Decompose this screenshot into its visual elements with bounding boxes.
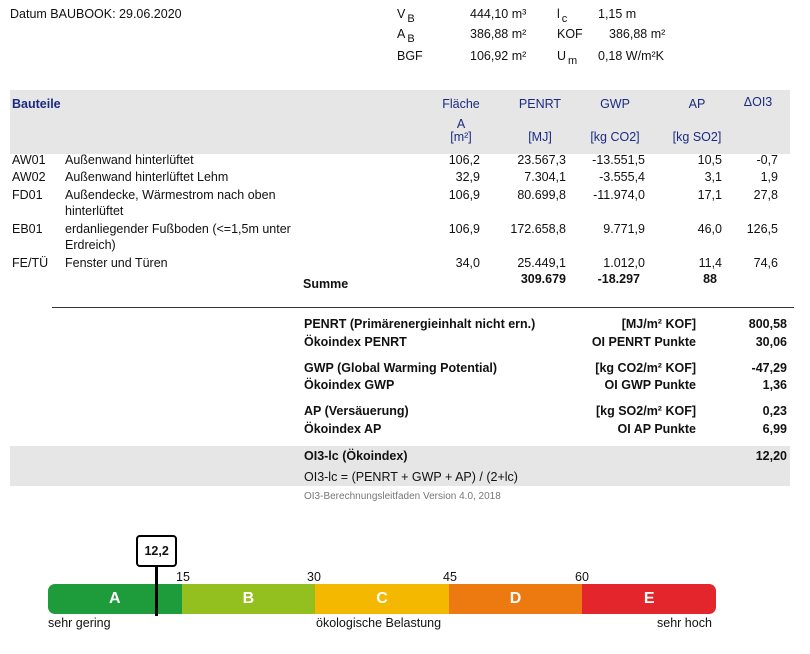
col-ap: AP (688, 97, 706, 111)
row-delta-oi3: 126,5 (746, 222, 778, 236)
bgf-label: BGF (397, 49, 423, 63)
class-b-segment: B (182, 584, 316, 614)
row-gwp: -11.974,0 (593, 188, 645, 202)
class-d-segment: D (449, 584, 583, 614)
row-flaeche: 106,9 (448, 188, 480, 202)
row-ap: 11,4 (698, 256, 722, 270)
ap-unit: [kg SO2/m² KOF] (595, 404, 696, 418)
row-code: AW01 (12, 153, 46, 167)
tick-label: 30 (307, 570, 321, 584)
oi3-source: OI3-Berechnungsleitfaden Version 4.0, 2018 (304, 491, 501, 502)
vb-value: 444,10 m³ (470, 7, 527, 21)
ap-value: 0,23 (762, 404, 787, 418)
bgf-value: 106,92 m² (470, 49, 527, 63)
row-ap: 17,1 (697, 188, 722, 202)
divider (52, 307, 794, 308)
unit-penrt: [MJ] (528, 130, 552, 144)
unit-ap: [kg SO2] (672, 130, 722, 144)
row-name: Außenwand hinterlüftet Lehm (65, 170, 229, 184)
row-code: AW02 (12, 170, 46, 184)
row-flaeche: 34,0 (455, 256, 480, 270)
penrt-value: 800,58 (748, 317, 787, 331)
unit-flaeche-a: A (456, 117, 466, 131)
row-penrt: 172.658,8 (510, 222, 566, 236)
col-gwp: GWP (600, 97, 630, 111)
class-a-segment: A (48, 584, 182, 614)
scale-middle-label: ökologische Belastung (316, 616, 442, 630)
tick-label: 60 (575, 570, 589, 584)
row-ap: 10,5 (697, 153, 722, 167)
summe-gwp: -18.297 (597, 272, 640, 286)
row-ap: 3,1 (704, 170, 722, 184)
datum-label: Datum BAUBOOK: 29.06.2020 (10, 7, 182, 21)
row-name-line2: Erdreich) (65, 238, 116, 252)
ap-label: AP (Versäuerung) (304, 404, 409, 418)
tick-label: 15 (176, 570, 190, 584)
row-penrt: 25.449,1 (517, 256, 566, 270)
col-penrt: PENRT (518, 97, 562, 111)
um-label: U $_m$ (557, 49, 578, 67)
row-flaeche: 106,9 (448, 222, 480, 236)
lc-value: 1,15 m (598, 7, 637, 21)
oi-ap-label: Ökoindex AP (304, 422, 382, 436)
gwp-unit: [kg CO2/m² KOF] (595, 361, 696, 375)
oi-gwp-value: 1,36 (762, 378, 787, 392)
row-delta-oi3: 74,6 (753, 256, 778, 270)
oi3-label: OI3-lc (Ökoindex) (304, 449, 408, 463)
penrt-label: PENRT (Primärenergieinhalt nicht ern.) (304, 317, 536, 331)
row-penrt: 23.567,3 (517, 153, 566, 167)
scale-left-label: sehr gering (48, 616, 111, 630)
unit-flaeche: [m²] (450, 130, 472, 144)
row-flaeche: 106,2 (448, 153, 480, 167)
gwp-value: -47,29 (751, 361, 787, 375)
tick-label: 45 (443, 570, 457, 584)
row-name: erdanliegender Fußboden (<=1,5m unter (65, 222, 291, 236)
summe-label: Summe (303, 277, 349, 291)
value-marker-line (155, 566, 158, 616)
summe-ap: 88 (703, 272, 717, 286)
row-delta-oi3: 1,9 (760, 170, 778, 184)
oi3-value: 12,20 (755, 449, 787, 463)
row-code: FE/TÜ (12, 256, 49, 270)
oi-ap-value: 6,99 (762, 422, 787, 436)
table-title: Bauteile (12, 97, 61, 111)
value-marker: 12,2 (136, 535, 177, 567)
row-name: Außenwand hinterlüftet (65, 153, 194, 167)
kof-value: 386,88 m² (609, 27, 666, 41)
kof-label: KOF (557, 27, 583, 41)
oi-penrt-value: 30,06 (755, 335, 787, 349)
row-name: Außendecke, Wärmestrom nach oben (65, 188, 276, 202)
row-penrt: 7.304,1 (524, 170, 566, 184)
oi-penrt-unit: OI PENRT Punkte (591, 335, 696, 349)
oi3-scale-bar (48, 584, 716, 614)
oi3-formula: OI3-lc = (PENRT + GWP + AP) / (2+lc) (304, 470, 518, 484)
lc-label: l $_c$ (557, 7, 568, 25)
row-delta-oi3: 27,8 (753, 188, 778, 202)
row-gwp: 9.771,9 (603, 222, 645, 236)
row-name-line2: hinterlüftet (65, 204, 124, 218)
row-penrt: 80.699,8 (517, 188, 566, 202)
penrt-unit: [MJ/m² KOF] (621, 317, 696, 331)
row-ap: 46,0 (697, 222, 722, 236)
ab-value: 386,88 m² (470, 27, 527, 41)
oi-ap-unit: OI AP Punkte (617, 422, 696, 436)
scale-right-label: sehr hoch (657, 616, 712, 630)
ab-label: A $_B$ (397, 27, 415, 45)
row-name: Fenster und Türen (65, 256, 168, 270)
summe-penrt: 309.679 (520, 272, 566, 286)
vb-label: V $_B$ (397, 7, 415, 25)
col-flaeche: Fläche (442, 97, 480, 111)
col-delta-oi3: ΔOI3 (743, 95, 773, 109)
row-code: EB01 (12, 222, 43, 236)
row-gwp: -13.551,5 (592, 153, 645, 167)
oi-gwp-label: Ökoindex GWP (304, 378, 395, 392)
row-gwp: -3.555,4 (599, 170, 645, 184)
row-gwp: 1.012,0 (603, 256, 645, 270)
row-code: FD01 (12, 188, 43, 202)
class-c-segment: C (315, 584, 449, 614)
class-e-segment: E (582, 584, 716, 614)
row-delta-oi3: -0,7 (756, 153, 778, 167)
gwp-label: GWP (Global Warming Potential) (304, 361, 498, 375)
um-value: 0,18 W/m²K (598, 49, 664, 63)
unit-gwp: [kg CO2] (590, 130, 640, 144)
row-flaeche: 32,9 (455, 170, 480, 184)
oi-penrt-label: Ökoindex PENRT (304, 335, 407, 349)
oi-gwp-unit: OI GWP Punkte (604, 378, 696, 392)
